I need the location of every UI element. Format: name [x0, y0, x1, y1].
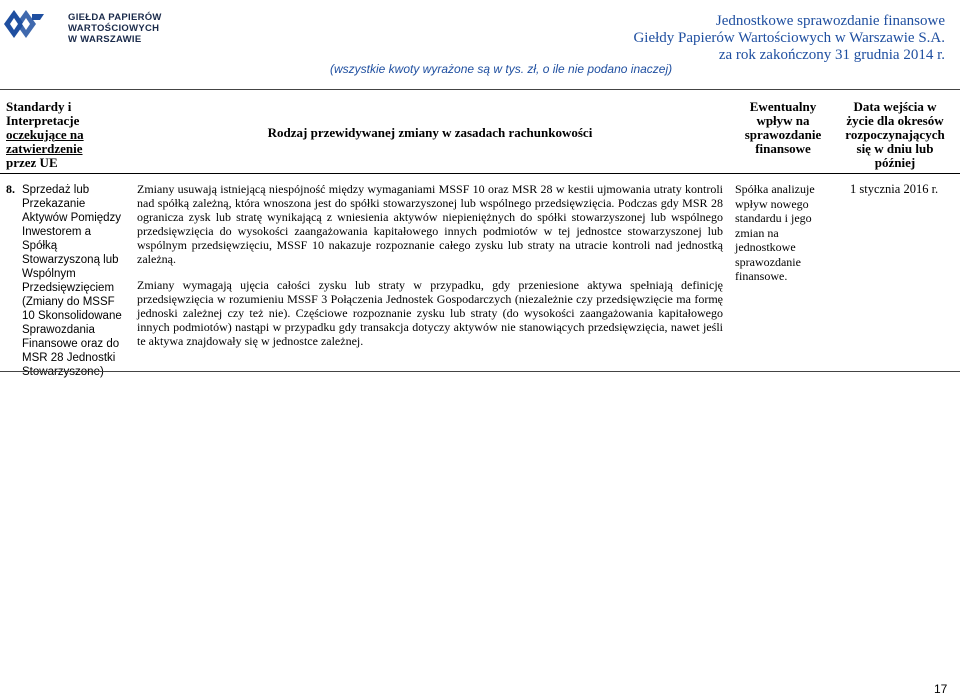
row-number: 8. — [6, 182, 15, 196]
header-bottom-rule — [0, 173, 960, 174]
standard-line: 10 Skonsolidowane — [22, 310, 122, 322]
impact-line: jednostkowe — [735, 240, 796, 254]
gpw-logo-mark-icon — [2, 4, 46, 44]
standard-line: Przekazanie — [22, 198, 86, 210]
logo-line: W WARSZAWIE — [68, 34, 142, 45]
header-standards-line: przez UE — [6, 155, 58, 170]
standard-line: Wspólnym — [22, 268, 76, 280]
header-standards — [6, 100, 116, 170]
header-standards-line: zatwierdzenie — [6, 141, 83, 156]
gpw-logo-text — [68, 12, 162, 45]
header-impact-line: finansowe — [755, 141, 811, 156]
report-title — [633, 13, 945, 64]
impact-line: zmian na — [735, 225, 779, 240]
header-impact-line: sprawozdanie — [744, 127, 822, 142]
header-effective-date-line: później — [874, 155, 916, 170]
table-top-rule — [0, 89, 960, 90]
standard-line: Sprzedaż lub — [22, 184, 90, 196]
standard-line: Stowarzyszone) — [22, 366, 104, 378]
impact-line: standardu i jego — [735, 211, 812, 225]
header-effective-date-line: rozpoczynających — [845, 127, 945, 142]
header-effective-date-line: się w dniu lub — [856, 141, 934, 156]
row-change-description — [137, 182, 723, 360]
standard-line: Aktywów Pomiędzy — [22, 212, 122, 224]
change-paragraph: Zmiany wymagają ujęcia całości zysku lub straty w przypadku, gdy przeniesione aktywa spełniają definicję przedsięwzięcia w rozumieniu MSSF 3 Połączenia Jednostek Gospodarczych (niezależnie czy przedsięwzięcie ma formę jednoski zależnej czy też nie). Częściowe rozpoznanie zysku lub straty (do wysokości zaangażowania kapitałowego innych podmiotów) nastąpi w przypadku gdy transakcja dotyczy aktywów nie stanowiących przedsięwzięcia, nawet jeśli te aktywa znajdowały się w jednostce zależnej. — [137, 278, 723, 348]
header-effective-date-line: Data wejścia w — [853, 99, 937, 114]
standard-line: Sprawozdania — [22, 324, 95, 336]
report-title-line: Giełdy Papierów Wartościowych w Warszawie S.A. — [633, 30, 945, 46]
logo-line: GIEŁDA PAPIERÓW — [68, 12, 162, 23]
report-title-line: Jednostkowe sprawozdanie finansowe — [715, 13, 945, 29]
table-bottom-rule — [0, 371, 960, 372]
change-paragraph: Zmiany usuwają istniejącą niespójność między wymaganiami MSSF 10 oraz MSR 28 w kestii ujmowania utraty kontroli nad spółką zależną, która wnoszona jest do spółki stowarzyszonej lub wspólnego przedsięwzięcia. Podczas gdy MSR 28 ogranicza zysk lub stratę wynikającą z wniesienia aktywów niepieniężnych do spółki stowarzyszonej lub wspólnego przedsięwzięcia do wysokości zaangażowania kapitałowego innych podmiotów w tej jednostce stowarzyszonej lub wspólnym przedsięwzięciu, MSSF 10 nakazuje rozpoznanie całego zysku lub straty na utracie kontroli nad jednostką zależną. — [137, 182, 723, 266]
header-impact-line: wpływ na — [756, 113, 810, 128]
impact-line: wpływ nowego — [735, 196, 809, 211]
header-standards-line: Standardy i — [6, 99, 72, 114]
header-standards-line: oczekujące na — [6, 127, 84, 142]
standard-line: Finansowe oraz do — [22, 338, 120, 350]
header-effective-date-line: życie dla okresów — [846, 113, 944, 128]
header-standards-line: Interpretacje — [6, 113, 80, 128]
header-impact — [733, 100, 833, 156]
page-number: 17 — [934, 682, 948, 696]
standard-line: (Zmiany do MSSF — [22, 296, 115, 308]
impact-line: sprawozdanie — [735, 254, 801, 269]
header-change-type: Rodzaj przewidywanej zmiany w zasadach rachunkowości — [267, 125, 593, 140]
impact-line: finansowe. — [735, 269, 788, 283]
header-impact-line: Ewentualny — [749, 99, 817, 114]
logo-line: WARTOŚCIOWYCH — [68, 23, 160, 34]
row-standard-name — [6, 182, 124, 379]
standard-line: MSR 28 Jednostki — [22, 352, 116, 364]
row-impact — [735, 182, 823, 284]
row-effective-date: 1 stycznia 2016 r. — [850, 182, 939, 196]
header-effective-date — [840, 100, 950, 170]
impact-line: Spółka analizuje — [735, 182, 815, 196]
standard-line: Inwestorem a Spółką — [22, 226, 92, 252]
standard-line: Przedsięwzięciem — [22, 282, 115, 294]
standard-line: Stowarzyszoną lub — [22, 254, 119, 266]
report-title-line: za rok zakończony 31 grudnia 2014 r. — [718, 47, 945, 63]
gpw-logo — [2, 4, 162, 44]
amounts-note: (wszystkie kwoty wyrażone są w tys. zł, o ile nie podano inaczej) — [330, 62, 673, 76]
